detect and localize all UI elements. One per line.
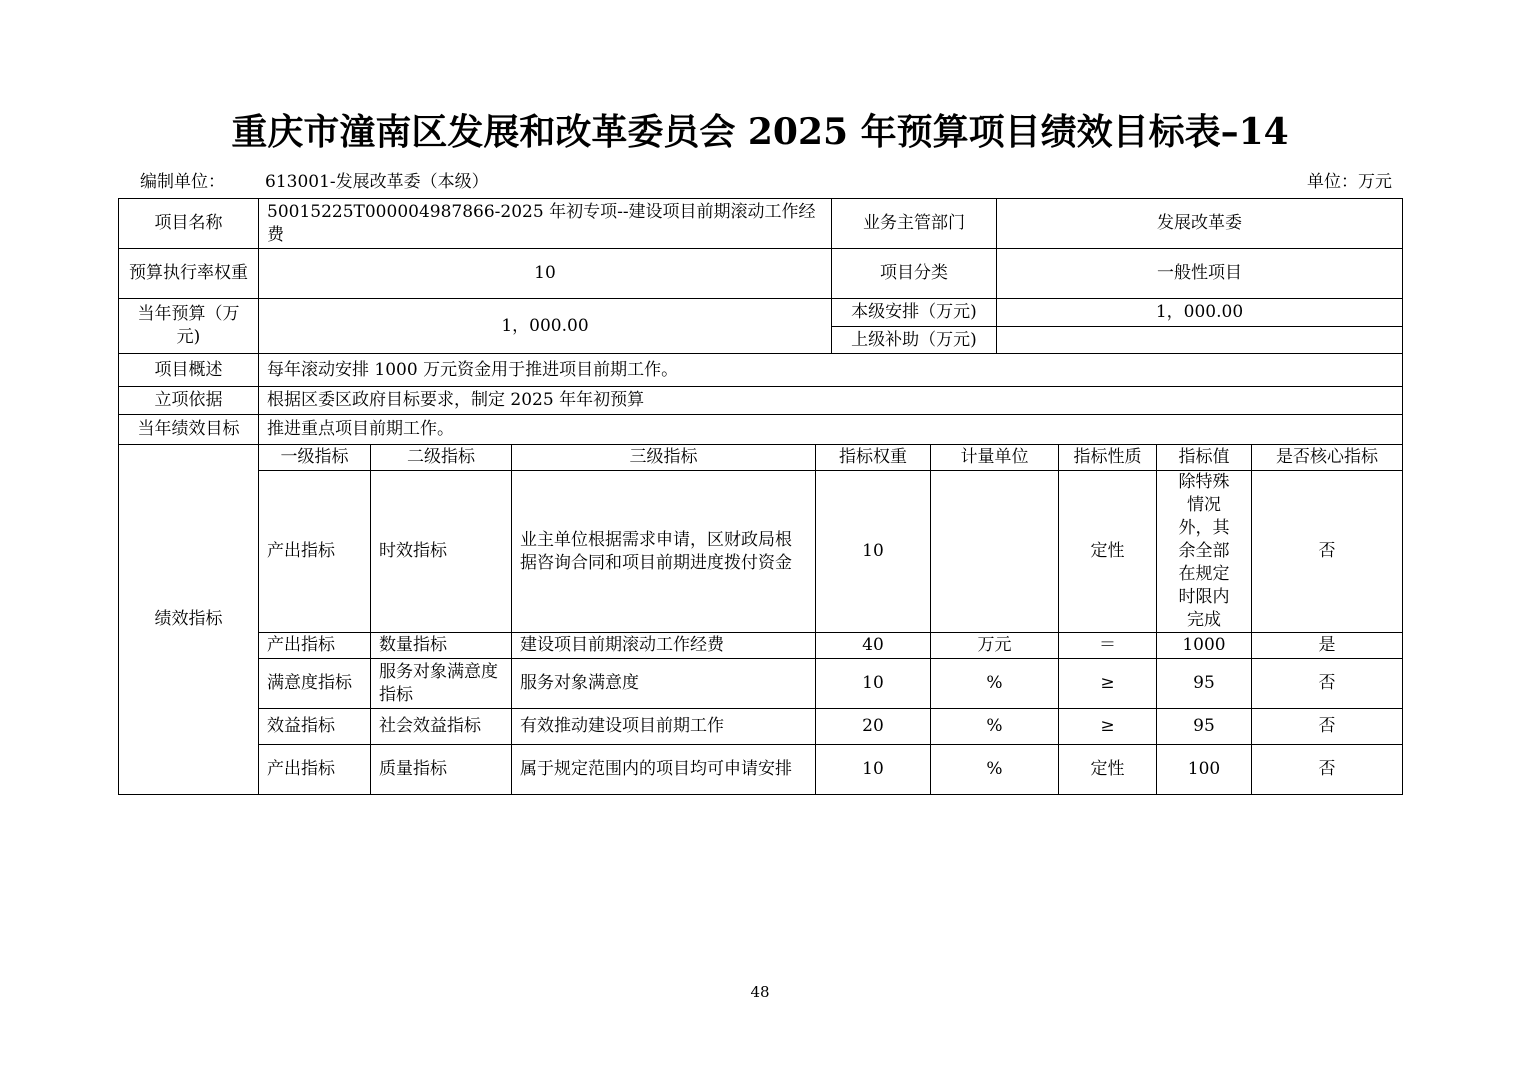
- header-weight: 指标权重: [816, 445, 931, 471]
- goal-label: 当年绩效目标: [119, 415, 259, 445]
- compiling-unit: [140, 168, 489, 196]
- compiling-unit-label: 编制单位：: [140, 172, 225, 192]
- indicator-l3: 业主单位根据需求申请，区财政局根据咨询合同和项目前期进度拨付资金: [512, 471, 816, 633]
- local-label: 本级安排（万元): [832, 299, 997, 327]
- budget-value: 1，000.00: [259, 299, 832, 354]
- indicator-l2: 时效指标: [371, 471, 512, 633]
- indicator-unit: [931, 471, 1059, 633]
- superior-value: [997, 327, 1403, 354]
- currency-note: 单位：万元: [1307, 172, 1392, 192]
- indicator-value: 95: [1157, 659, 1252, 709]
- indicator-nature: ＝: [1059, 633, 1157, 659]
- indicator-nature: 定性: [1059, 745, 1157, 795]
- indicator-core: 否: [1252, 471, 1403, 633]
- indicator-core: 否: [1252, 659, 1403, 709]
- overview-label: 项目概述: [119, 354, 259, 387]
- row-exec-rate: [119, 249, 1403, 299]
- indicator-l1: 产出指标: [259, 633, 371, 659]
- header-unit: 计量单位: [931, 445, 1059, 471]
- indicator-weight: 40: [816, 633, 931, 659]
- row-project-name: [119, 199, 1403, 249]
- compiling-unit-value: 613001-发展改革委（本级）: [265, 172, 489, 192]
- dept-value: 发展改革委: [997, 199, 1403, 249]
- indicator-l3: 属于规定范围内的项目均可申请安排: [512, 745, 816, 795]
- page-title: 重庆市潼南区发展和改革委员会 2025 年预算项目绩效目标表–14: [231, 111, 1289, 153]
- local-value: 1，000.00: [997, 299, 1403, 327]
- indicator-l3: 服务对象满意度: [512, 659, 816, 709]
- header-value: 指标值: [1157, 445, 1252, 471]
- header-nature: 指标性质: [1059, 445, 1157, 471]
- indicator-value: 100: [1157, 745, 1252, 795]
- indicator-l2: 数量指标: [371, 633, 512, 659]
- indicator-weight: 10: [816, 471, 931, 633]
- table-row: [119, 709, 1403, 745]
- row-budget: [119, 299, 1403, 327]
- page-number: 48: [750, 983, 770, 1001]
- row-basis: [119, 387, 1403, 415]
- overview-value: 每年滚动安排 1000 万元资金用于推进项目前期工作。: [259, 354, 1403, 387]
- row-overview: [119, 354, 1403, 387]
- indicator-l1: 产出指标: [259, 745, 371, 795]
- table-row: [119, 659, 1403, 709]
- indicator-weight: 10: [816, 745, 931, 795]
- indicator-value: 95: [1157, 709, 1252, 745]
- indicator-core: 否: [1252, 745, 1403, 795]
- category-value: 一般性项目: [997, 249, 1403, 299]
- indicator-l2: 质量指标: [371, 745, 512, 795]
- indicator-nature: 定性: [1059, 471, 1157, 633]
- indicator-core: 否: [1252, 709, 1403, 745]
- exec-rate-value: 10: [259, 249, 832, 299]
- indicators-label: 绩效指标: [119, 445, 259, 795]
- indicator-l1: 效益指标: [259, 709, 371, 745]
- project-name-value: 50015225T000004987866-2025 年初专项--建设项目前期滚动工作经费: [259, 199, 832, 249]
- indicator-nature: ≥: [1059, 659, 1157, 709]
- indicator-l1: 满意度指标: [259, 659, 371, 709]
- exec-rate-label: 预算执行率权重: [119, 249, 259, 299]
- indicator-l3: 有效推动建设项目前期工作: [512, 709, 816, 745]
- header-l3: 三级指标: [512, 445, 816, 471]
- indicator-unit: 万元: [931, 633, 1059, 659]
- indicator-l1: 产出指标: [259, 471, 371, 633]
- header-l1: 一级指标: [259, 445, 371, 471]
- table-row: [119, 745, 1403, 795]
- indicator-l3: 建设项目前期滚动工作经费: [512, 633, 816, 659]
- project-name-label: 项目名称: [119, 199, 259, 249]
- indicator-unit: %: [931, 659, 1059, 709]
- budget-label: 当年预算（万元): [119, 299, 259, 354]
- indicator-l2: 社会效益指标: [371, 709, 512, 745]
- performance-table: [118, 198, 1403, 795]
- goal-value: 推进重点项目前期工作。: [259, 415, 1403, 445]
- indicator-weight: 20: [816, 709, 931, 745]
- dept-label: 业务主管部门: [832, 199, 997, 249]
- basis-label: 立项依据: [119, 387, 259, 415]
- indicator-value: 1000: [1157, 633, 1252, 659]
- header-l2: 二级指标: [371, 445, 512, 471]
- row-goal: [119, 415, 1403, 445]
- indicator-unit: %: [931, 709, 1059, 745]
- indicator-header-row: [119, 445, 1403, 471]
- indicator-value: 除特殊情况外，其余全部在规定时限内完成: [1157, 471, 1252, 633]
- basis-value: 根据区委区政府目标要求，制定 2025 年年初预算: [259, 387, 1403, 415]
- category-label: 项目分类: [832, 249, 997, 299]
- superior-label: 上级补助（万元): [832, 327, 997, 354]
- table-row: [119, 471, 1403, 633]
- indicator-l2: 服务对象满意度指标: [371, 659, 512, 709]
- header-core: 是否核心指标: [1252, 445, 1403, 471]
- indicator-unit: %: [931, 745, 1059, 795]
- indicator-nature: ≥: [1059, 709, 1157, 745]
- indicator-weight: 10: [816, 659, 931, 709]
- table-row: [119, 633, 1403, 659]
- indicator-core: 是: [1252, 633, 1403, 659]
